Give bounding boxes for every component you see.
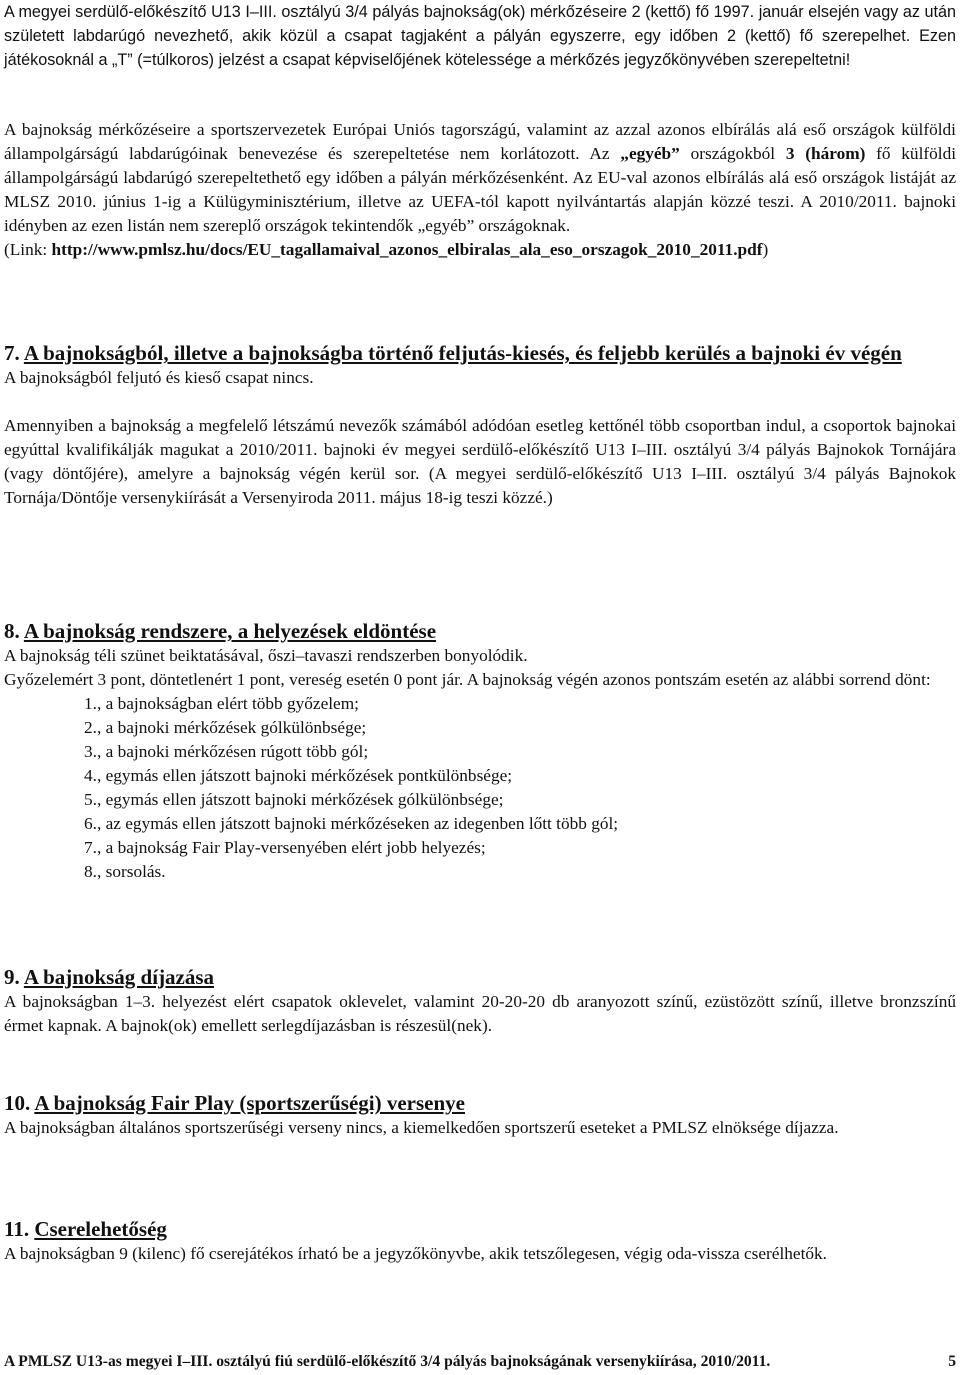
section-9-heading [4,964,956,990]
section-8-heading [4,618,956,644]
section-10-heading [4,1090,956,1116]
section-7-p1: A bajnokságból feljutó és kieső csapat nincs. [4,368,314,387]
section-11-p1: A bajnokságban 9 (kilenc) fő cserejátékos írható be a jegyzőkönyvbe, akik tetszőlegesen, végig oda-vissza cserélhetők. [4,1244,827,1263]
section-7-title: A bajnokságból, illetve a bajnokságba történő feljutás-kiesés, és feljebb kerülés a bajnoki év végén [23,341,902,365]
list-item: 8., sorsolás. [84,862,166,881]
section-11-number: 11. [4,1217,30,1241]
list-item: 7., a bajnokság Fair Play-versenyében elért jobb helyezés; [84,838,486,857]
tiebreak-criteria-list [4,692,956,884]
section-10-title: A bajnokság Fair Play (sportszerűségi) versenye [34,1091,465,1115]
section-8-p1: A bajnokság téli szünet beiktatásával, őszi–tavaszi rendszerben bonyolódik. [4,646,528,665]
section-7-number: 7. [4,341,20,365]
section-11 [4,1216,956,1266]
intro-paragraph-1 [4,0,956,72]
section-11-heading [4,1216,956,1242]
section-10-p1: A bajnokságban általános sportszerűségi verseny nincs, a kiemelkedően sportszerű eseteket a PMLSZ elnöksége díjazza. [4,1118,839,1137]
section-10-number: 10. [4,1091,31,1115]
section-11-title: Cserelehetőség [34,1217,167,1241]
page-number: 5 [948,1353,956,1370]
section-8 [4,618,956,884]
intro-line-1: A megyei serdülő-előkészítő U13 I–III. osztályú 3/4 pályás bajnokság(ok) mérkőzéseire 2 (kettő) fő 1997. [4,3,755,21]
foreign-players-text: A bajnokság mérkőzéseire a sportszervezetek Európai Uniós tagországú, valamint az azzal azonos elbírálás alá eső országok külföldi állampolgárságú labdarúgóinak benevezése és szerepeltetése nem korlátozott. Az [4,120,956,163]
harom-count: 3 (három) [785,144,866,163]
section-9-title: A bajnokság díjazása [23,965,215,989]
foreign-players-text-2: országokból [679,144,786,163]
section-8-title: A bajnokság rendszere, a helyezések eldöntése [23,619,437,643]
intro-rest: január elsején vagy az után született labdarúgó nevezhető, akik közül a csapat tagjaként a pályán egyszerre, egy időben 2 (kettő) fő szerepelhet. Ezen játékosoknál a „T” (=túlkoros) jelzést a csapat képviselőjének kötelessége a mérkőzés jegyzőkönyvében szerepeltetni! [4,3,956,69]
section-7-p2: Amennyiben a bajnokság a megfelelő létszámú nevezők számából adódóan esetleg kettőnél több csoportban indul, a csoportok bajnokai egyúttal kvalifikálják magukat a 2010/2011. bajnoki év megyei serdülő-előkészítő U13 I–III. osztályú 3/4 pályás Bajnokok Tornájára (vagy döntőjére), amelyre a bajnokság végén kerül sor. (A megyei serdülő-előkészítő U13 I–III. osztályú 3/4 pályás Bajnokok Tornája/Döntője versenykiírását a Versenyiroda 2011. május 18-ig teszi közzé.) [4,416,956,507]
footer-text: A PMLSZ U13-as megyei I–III. osztályú fiú serdülő-előkészítő 3/4 pályás bajnokságának versenykiírása, 2010/2011. [4,1353,771,1370]
section-9 [4,964,956,1038]
section-8-number: 8. [4,619,20,643]
eu-list-link[interactable]: http://www.pmlsz.hu/docs/EU_tagallamaival_azonos_elbiralas_ala_eso_orszagok_2010_2011.pdf [51,240,763,259]
section-8-p2: Győzelemért 3 pont, döntetlenért 1 pont, vereség esetén 0 pont jár. A bajnokság végén azonos pontszám esetén az alábbi sorrend dönt: [4,670,931,689]
intro-paragraph-2 [4,118,956,262]
list-item: 5., egymás ellen játszott bajnoki mérkőzések gólkülönbsége; [84,790,504,809]
section-7-heading [4,340,956,366]
list-item: 3., a bajnoki mérkőzésen rúgott több gól; [84,742,369,761]
section-10 [4,1090,956,1140]
list-item: 6., az egymás ellen játszott bajnoki mérkőzéseken az idegenben lőtt több gól; [84,814,619,833]
page-footer [4,1352,956,1372]
link-suffix: ) [762,240,769,259]
list-item: 1., a bajnokságban elért több győzelem; [84,694,359,713]
foreign-players-text-3: fő külföldi állampolgárságú labdarúgó szerepeltethető egy időben a pályán mérkőzésenként. Az EU-val azonos elbírálás alá eső országok listáját az MLSZ 2010. június 1-ig a Külügyminisztérium, illetve az UEFA-tól kapott nyilvántartás alapján közzé teszi. A 2010/2011. bajnoki idényben az ezen listán nem szereplő országok tekintendők „egyéb” országoknak. [4,144,957,235]
list-item: 2., a bajnoki mérkőzések gólkülönbsége; [84,718,367,737]
link-prefix: (Link: [4,240,52,259]
section-9-number: 9. [4,965,20,989]
egyeb-term: „egyéb” [620,144,680,163]
list-item: 4., egymás ellen játszott bajnoki mérkőzések pontkülönbsége; [84,766,513,785]
section-7 [4,340,956,510]
section-9-p1: A bajnokságban 1–3. helyezést elért csapatok oklevelet, valamint 20-20-20 db aranyozott színű, ezüstözött színű, illetve bronzszínű érmet kapnak. A bajnok(ok) emellett serlegdíjazásban is részesül(nek). [4,992,956,1035]
